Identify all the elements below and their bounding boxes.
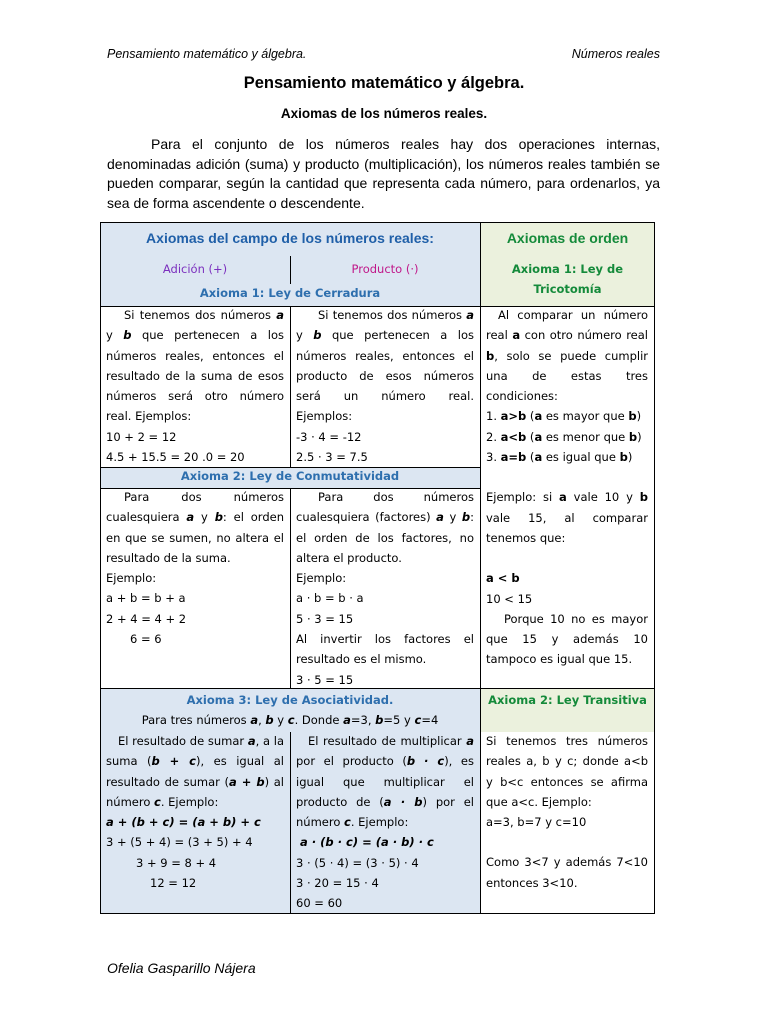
closure-addition-cell: Si tenemos dos números a y b que pertenecen a los números reales, entonces el resultado de la suma de esos números será otro número real. Ejemplos: 10 + 2 = 12 4.5 + 15.5 = 20 .0 = 20 <box>106 308 284 465</box>
commutativity-heading: Axioma 2: Ley de Conmutatividad <box>180 469 400 483</box>
order-axioms-heading: Axiomas de orden <box>506 230 629 246</box>
product-label: Producto (·) <box>351 262 419 276</box>
commutativity-product-cell: Para dos números cualesquiera (factores) a y b: el orden de los factores, no altera el producto. Ejemplo: a · b = b · a 5 · 3 = 15 Al invertir los factores el resultado es el mismo. 3 · 5 = 15 <box>296 490 474 687</box>
associativity-heading: Axioma 3: Ley de Asociatividad. <box>186 693 394 707</box>
running-header-left: Pensamiento matemático y álgebra. <box>107 47 307 61</box>
column-divider <box>480 222 481 914</box>
running-header-right: Números reales <box>571 47 660 61</box>
associativity-addition-cell: El resultado de sumar a, a la suma (b + c), es igual al resultado de sumar (a + b) al número c. Ejemplo: a + (b + c) = (a + b) + c 3 + (5 + 4) = (3 + 5) + 4 3 + 9 = 8 + 4 12 = 12 <box>106 734 284 891</box>
transitive-cell: Si tenemos tres números reales a, b y c; donde a<b y b<c entonces se afirma que a<c. Ejemplo: a=3, b=7 y c=10 Como 3<7 y además 7<10 entonces 3<10. <box>486 734 648 890</box>
addition-label: Adición (+) <box>162 262 228 276</box>
axioms-table <box>100 222 655 914</box>
closure-heading: Axioma 1: Ley de Cerradura <box>199 286 381 300</box>
add-mul-divider-comm <box>290 488 291 688</box>
associativity-intro: Para tres números a, b y c. Donde a=3, b=5 y c=4 <box>141 713 439 727</box>
page-subtitle: Axiomas de los números reales. <box>280 106 488 121</box>
page-title: Pensamiento matemático y álgebra. <box>243 74 525 92</box>
table-border-top <box>100 222 655 223</box>
closure-product-cell: Si tenemos dos números a y b que pertenecen a los números reales, entonces el producto de esos números será un número real. Ejemplos: -3 · 4 = -12 2.5 · 3 = 7.5 <box>296 308 474 465</box>
trichotomy-cell: Al comparar un número real a con otro número real b, solo se puede cumplir una de estas tres condiciones: 1. a>b (a es mayor que b) 2. a<b (a es menor que b) 3. a=b (a es igual que b) Ejemplo: si a vale 10 y b vale 15, al comparar tenemos que: a < b 10 < 15 Porque 10 no es mayor que 15 y además 10 tampoco es igual que 15. <box>486 308 648 667</box>
author-footer: Ofelia Gasparillo Nájera <box>107 960 256 976</box>
add-mul-divider-assoc <box>290 732 291 914</box>
commutativity-addition-cell: Para dos números cualesquiera a y b: el orden en que se sumen, no altera el resultado de la suma. Ejemplo: a + b = b + a 2 + 4 = 4 + 2 6 = 6 <box>106 490 284 647</box>
transitive-heading: Axioma 2: Ley Transitiva <box>488 693 647 707</box>
table-border-right <box>654 222 655 914</box>
trichotomy-heading: Axioma 1: Ley de Tricotomía <box>511 262 624 297</box>
associativity-product-cell: El resultado de multiplicar a por el producto (b · c), es igual que multiplicar el producto de (a · b) por el número c. Ejemplo: a · (b · c) = (a · b) · c 3 · (5 · 4) = (3 · 5) · 4 3 · 20 = 15 · 4 60 = 60 <box>296 734 474 911</box>
field-axioms-heading: Axiomas del campo de los números reales: <box>146 230 434 246</box>
intro-paragraph: Para el conjunto de los números reales hay dos operaciones internas, denominadas adición (suma) y producto (multiplicación), los números reales también se pueden comparar, según la cantidad que representa cada número, para ordenarlos, ya sea de forma ascendente o descendente. <box>107 136 660 211</box>
table-border-left <box>100 222 101 914</box>
add-mul-divider-closure <box>290 306 291 467</box>
